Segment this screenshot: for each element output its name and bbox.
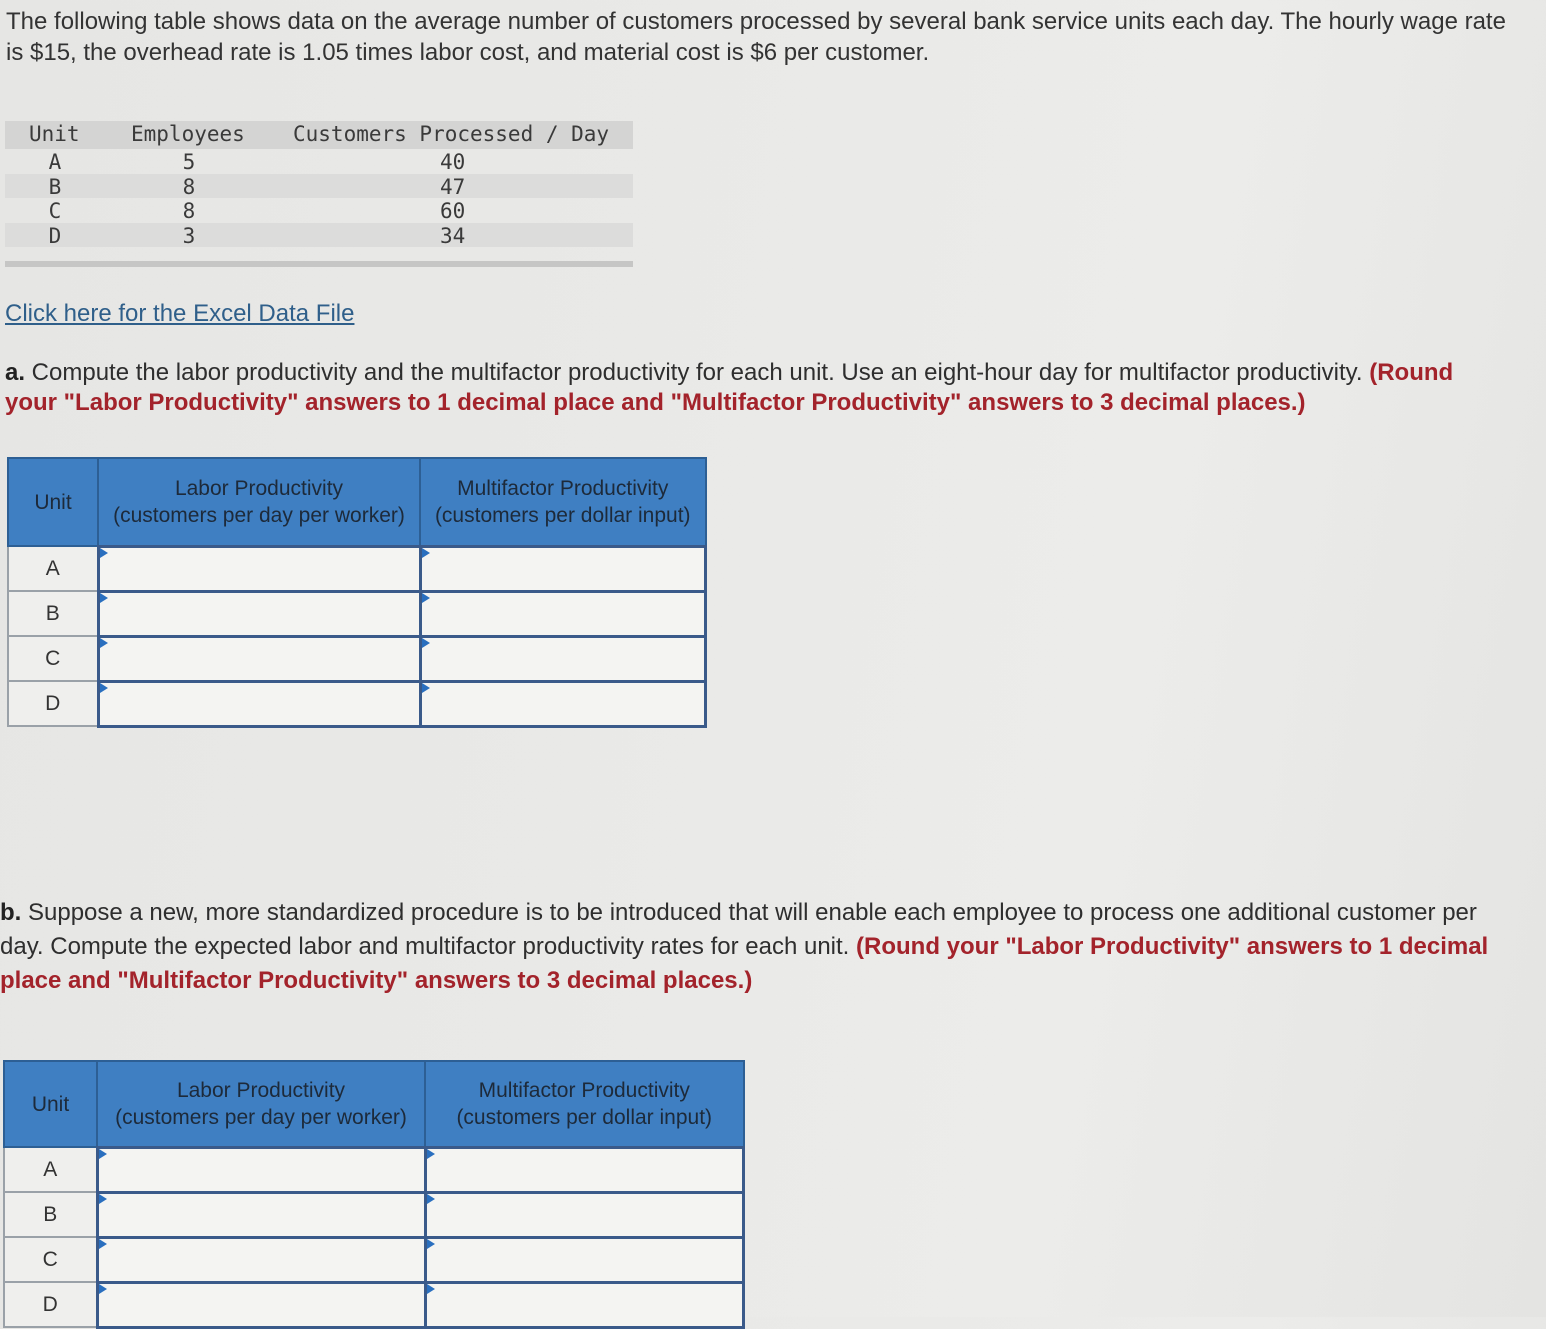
cell-unit: B [48,174,62,199]
cell-unit: C [48,199,62,223]
labor-productivity-input-c[interactable] [97,1237,425,1282]
part-a-instruction: (Round your "Labor Productivity" answers to 1 decimal place and "Multifactor Productivity" answers to 3 decimal places.) [5,359,1454,416]
multifactor-productivity-header: Multifactor Productivity (customers per dollar input) [420,458,706,546]
part-b-question [0,896,1490,998]
cell-employees: 8 [182,199,196,223]
answer-row-c [8,636,706,681]
cell-unit: A [48,150,62,174]
labor-productivity-header: Labor Productivity (customers per day per worker) [98,458,420,546]
unit-label: B [8,591,98,636]
multifactor-productivity-input-b[interactable] [420,591,706,636]
answer-row-d [8,681,706,726]
cell-employees: 8 [182,174,196,199]
cell-employees: 3 [182,223,196,248]
col-customers: Customers Processed / Day [293,122,610,146]
multifactor-productivity-input-a[interactable] [425,1147,744,1192]
excel-data-link[interactable]: Click here for the Excel Data File [5,300,355,327]
cell-employees: 5 [182,150,196,174]
unit-header: Unit [4,1061,97,1147]
labor-productivity-input-b[interactable] [98,591,420,636]
labor-productivity-input-a[interactable] [98,546,420,591]
unit-label: D [8,681,98,726]
part-a-question [5,358,1505,418]
col-employees: Employees [131,122,245,146]
unit-label: A [8,546,98,591]
labor-productivity-input-b[interactable] [97,1192,425,1237]
answer-row-d [4,1282,744,1327]
unit-label: D [4,1282,97,1327]
unit-header: Unit [8,458,98,546]
table-row [5,149,633,174]
multifactor-productivity-header: Multifactor Productivity (customers per dollar input) [425,1061,744,1147]
table-row [5,174,633,199]
data-table [5,121,633,267]
part-a-letter: a. [5,359,26,386]
answer-row-a [4,1147,744,1192]
answer-row-b [8,591,706,636]
labor-productivity-input-c[interactable] [98,636,420,681]
cell-customers: 40 [440,150,466,174]
labor-productivity-input-a[interactable] [97,1147,425,1192]
part-a-answer-table [7,457,707,728]
part-b-letter: b. [0,899,22,926]
table-divider [5,261,633,267]
multifactor-productivity-input-c[interactable] [425,1237,744,1282]
part-b-instruction: (Round your "Labor Productivity" answers to 1 decimal place and "Multifactor Productivity" answers to 3 decimal places.) [0,933,1489,994]
labor-productivity-input-d[interactable] [97,1282,425,1327]
cell-unit: D [48,223,62,248]
table-row [5,198,633,223]
problem-intro: The following table shows data on the average number of customers processed by several bank service units each day. The hourly wage rate is $15, the overhead rate is 1.05 times labor cost, and material cost is $6 per customer. [6,8,1506,66]
multifactor-productivity-input-b[interactable] [425,1192,744,1237]
data-table-header [5,121,633,149]
unit-label: C [8,636,98,681]
cell-customers: 60 [440,199,466,223]
multifactor-productivity-input-a[interactable] [420,546,706,591]
labor-productivity-input-d[interactable] [98,681,420,726]
col-unit: Unit [29,122,80,146]
multifactor-productivity-input-c[interactable] [420,636,706,681]
part-a-text: Compute the labor productivity and the multifactor productivity for each unit. Use an eight-hour day for multifactor productivity. [25,359,1370,386]
labor-productivity-header: Labor Productivity (customers per day per worker) [97,1061,425,1147]
unit-label: C [4,1237,97,1282]
answer-row-c [4,1237,744,1282]
unit-label: B [4,1192,97,1237]
answer-row-b [4,1192,744,1237]
table-row [5,223,633,248]
cell-customers: 34 [440,223,466,248]
part-b-text: Suppose a new, more standardized procedure is to be introduced that will enable each employee to process one additional customer per day. Compute the expected labor and multifactor productivity rates for each unit. [0,899,1477,960]
part-b-answer-table [3,1060,745,1329]
unit-label: A [4,1147,97,1192]
multifactor-productivity-input-d[interactable] [420,681,706,726]
answer-row-a [8,546,706,591]
cell-customers: 47 [440,174,466,199]
multifactor-productivity-input-d[interactable] [425,1282,744,1327]
